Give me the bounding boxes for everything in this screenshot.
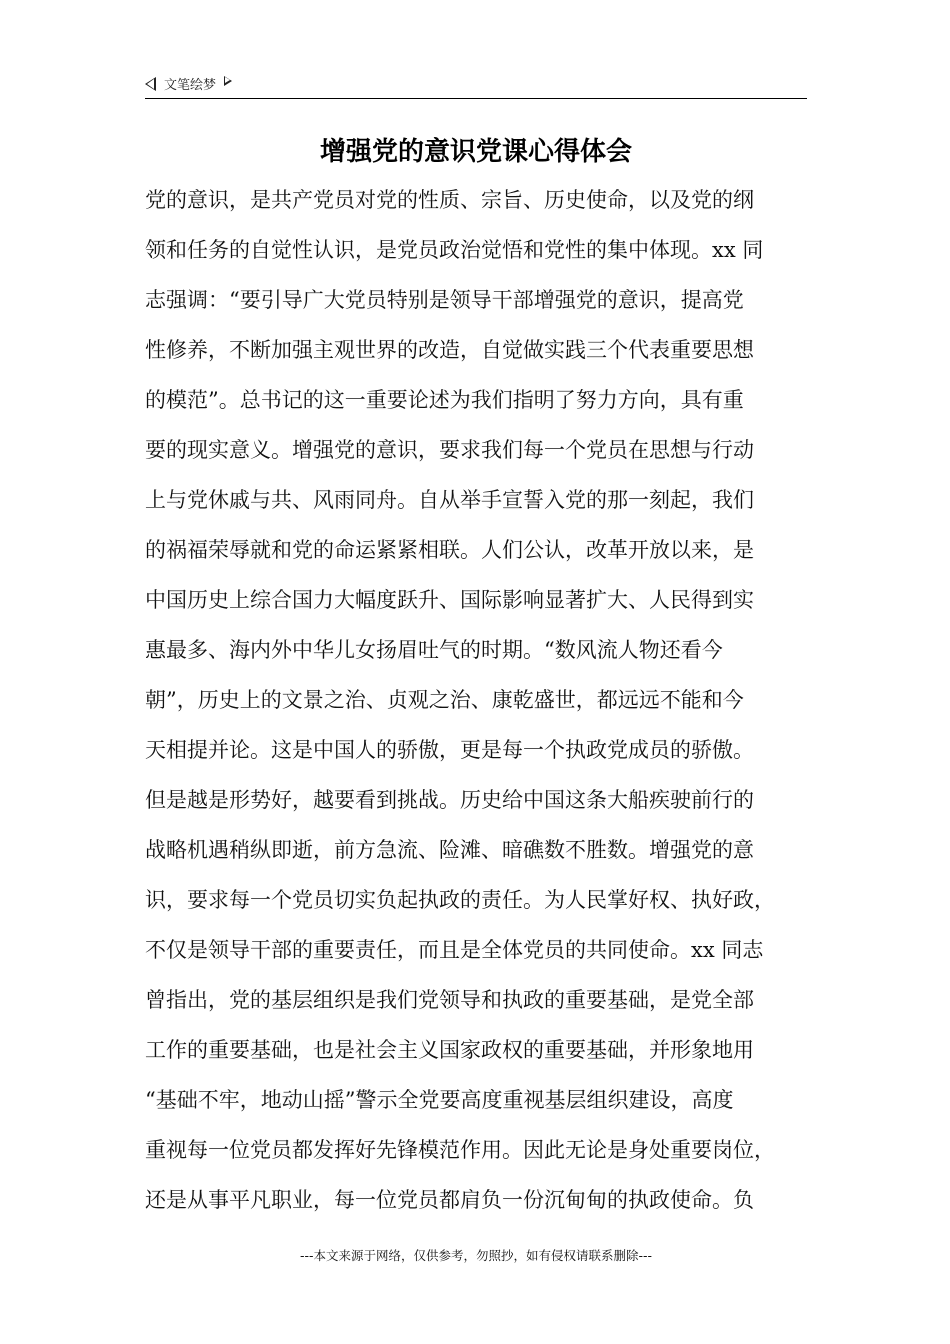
left-triangle-icon xyxy=(145,77,156,91)
body-line: 惠最多、海内外中华儿女扬眉吐气的时期。“数风流人物还看今 xyxy=(145,638,723,662)
body-line: 要的现实意义。增强党的意识，要求我们每一个党员在思想与行动 xyxy=(145,438,754,462)
body-line: 但是越是形势好，越要看到挑战。历史给中国这条大船疾驶前行的 xyxy=(145,788,754,812)
body-line: 领和任务的自觉性认识，是党员政治觉悟和党性的集中体现。xx 同 xyxy=(145,238,764,262)
body-line: “基础不牢，地动山摇”警示全党要高度重视基层组织建设，高度 xyxy=(145,1088,734,1112)
body-line: 上与党休戚与共、风雨同舟。自从举手宣誓入党的那一刻起，我们 xyxy=(145,488,754,512)
body-line: 的模范”。总书记的这一重要论述为我们指明了努力方向，具有重 xyxy=(145,388,744,412)
body-line: 还是从事平凡职业，每一位党员都肩负一份沉甸甸的执政使命。负 xyxy=(145,1188,754,1212)
header-brand-row xyxy=(145,74,232,93)
body-line: 不仅是领导干部的重要责任，而且是全体党员的共同使命。xx 同志 xyxy=(145,938,764,962)
body-line: 识，要求每一个党员切实负起执政的责任。为人民掌好权、执好政， xyxy=(145,888,775,912)
body-line: 志强调：“要引导广大党员特别是领导干部增强党的意识，提高党 xyxy=(145,288,744,312)
body-line: 性修养，不断加强主观世界的改造，自觉做实践三个代表重要思想 xyxy=(145,338,754,362)
body-line: 党的意识，是共产党员对党的性质、宗旨、历史使命，以及党的纲 xyxy=(145,188,754,212)
body-line: 重视每一位党员都发挥好先锋模范作用。因此无论是身处重要岗位， xyxy=(145,1138,775,1162)
document-title: 增强党的意识党课心得体会 xyxy=(319,137,632,167)
body-line: 工作的重要基础，也是社会主义国家政权的重要基础，并形象地用 xyxy=(145,1038,754,1062)
body-line: 曾指出，党的基层组织是我们党领导和执政的重要基础，是党全部 xyxy=(145,988,754,1012)
right-triangle-icon xyxy=(224,76,232,86)
page-header xyxy=(145,72,807,99)
page-footer: ---本文来源于网络，仅供参考，勿照抄，如有侵权请联系删除--- xyxy=(299,1248,653,1263)
body-line: 中国历史上综合国力大幅度跃升、国际影响显著扩大、人民得到实 xyxy=(145,588,754,612)
header-brand: 文笔绘梦 xyxy=(164,78,217,93)
body-line: 天相提并论。这是中国人的骄傲，更是每一个执政党成员的骄傲。 xyxy=(145,738,754,762)
body-line: 的祸福荣辱就和党的命运紧紧相联。人们公认，改革开放以来，是 xyxy=(145,538,754,562)
body-line: 朝”，历史上的文景之治、贞观之治、康乾盛世，都远远不能和今 xyxy=(145,688,744,712)
body-text xyxy=(145,175,825,1225)
body-line: 战略机遇稍纵即逝，前方急流、险滩、暗礁数不胜数。增强党的意 xyxy=(145,838,754,862)
